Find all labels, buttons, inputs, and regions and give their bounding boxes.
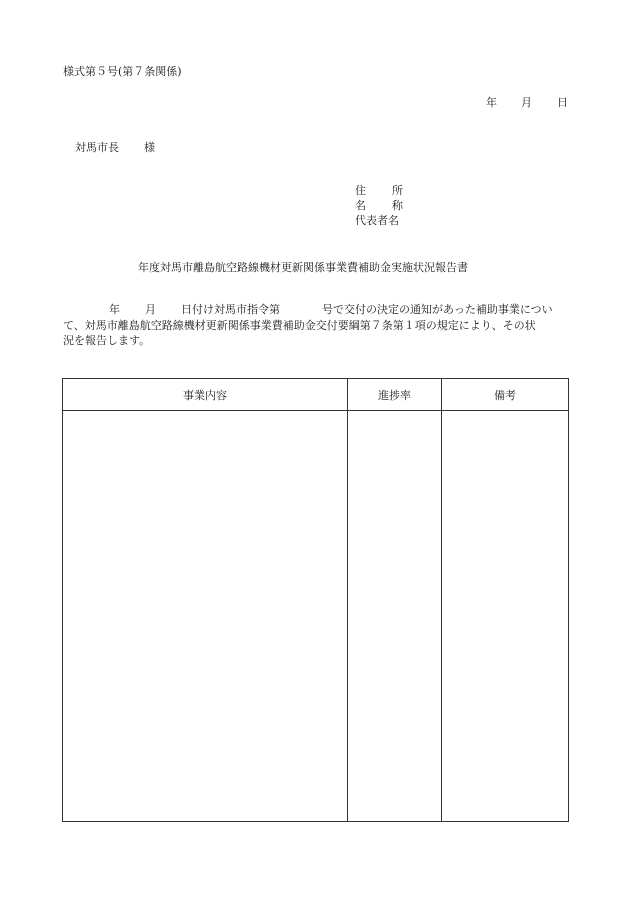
body-line-2: て、対馬市離島航空路線機材更新関係事業費補助金交付要綱第７条第１項の規定により、その状 bbox=[63, 318, 536, 332]
table-row bbox=[63, 411, 569, 822]
report-body bbox=[63, 302, 573, 349]
date-month-label: 月 bbox=[521, 96, 532, 109]
addressee-honorific: 様 bbox=[144, 141, 155, 154]
form-number: 様式第５号(第７条関係) bbox=[63, 65, 182, 78]
header-project-content: 事業内容 bbox=[63, 379, 348, 411]
document-title: 年度対馬市離島航空路線機材更新関係事業費補助金実施状況報告書 bbox=[138, 261, 468, 274]
body-directive-text: 日付け対馬市指令第 bbox=[181, 303, 280, 316]
address-label-char-1: 住 bbox=[355, 184, 366, 197]
project-content-cell[interactable] bbox=[63, 411, 348, 822]
body-notice-text: 号で交付の決定の通知があった補助事業につい bbox=[322, 303, 553, 316]
address-label-char-2: 所 bbox=[392, 184, 403, 197]
date-day-label: 日 bbox=[557, 96, 568, 109]
body-month-label: 月 bbox=[145, 303, 156, 316]
name-label-char-2: 称 bbox=[392, 199, 403, 212]
header-progress-rate: 進捗率 bbox=[348, 379, 442, 411]
body-line-3: 況を報告します。 bbox=[63, 334, 151, 347]
addressee-name: 対馬市長 bbox=[75, 141, 119, 154]
progress-rate-cell[interactable] bbox=[348, 411, 442, 822]
table-header-row bbox=[63, 379, 569, 411]
name-label-char-1: 名 bbox=[355, 199, 366, 212]
header-remarks: 備考 bbox=[442, 379, 569, 411]
body-line-1 bbox=[63, 302, 573, 318]
date-year-label: 年 bbox=[486, 96, 497, 109]
body-year-label: 年 bbox=[109, 303, 120, 316]
representative-label: 代表者名 bbox=[355, 214, 399, 227]
report-table bbox=[62, 378, 569, 822]
remarks-cell[interactable] bbox=[442, 411, 569, 822]
